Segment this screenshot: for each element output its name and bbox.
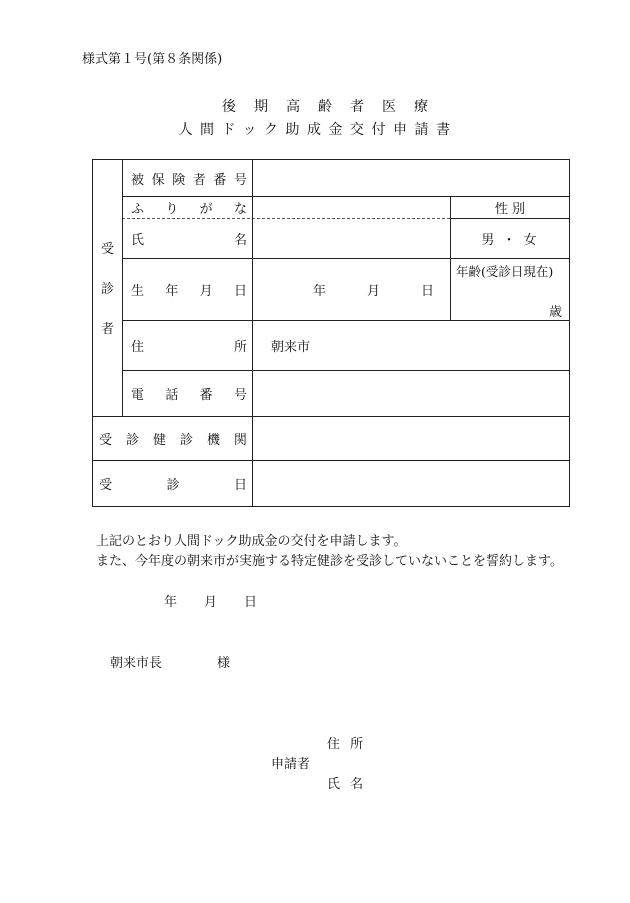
birth-date-field[interactable]	[253, 259, 450, 320]
clinic-field[interactable]	[253, 417, 569, 460]
phone-label: 電 話 番 号	[131, 388, 247, 403]
name-label: 氏 名	[131, 233, 247, 248]
birth-date-label: 生 年 月 日	[131, 284, 247, 299]
form-title-line2: 人間ドック助成金交付申請書	[178, 122, 458, 138]
birth-day-unit: 日	[421, 284, 435, 299]
age-unit: 歳	[549, 305, 563, 320]
exam-date-label: 受 診 日	[99, 478, 247, 493]
gender-header: 性 別	[494, 202, 526, 217]
applicant-address-label: 住 所	[327, 737, 367, 752]
name-field[interactable]	[253, 219, 450, 258]
recipient-group-char-1: 受	[100, 241, 114, 257]
statement-line-2: また、今年度の朝来市が実施する特定健診を受診していないことを誓約します。	[96, 554, 563, 569]
application-month-unit: 月	[204, 595, 218, 610]
insured-number-label: 被 保 険 者 番 号	[131, 172, 247, 188]
furigana-label: ふ り が な	[131, 202, 247, 217]
clinic-label: 受 診 健 診 機 関	[99, 433, 247, 448]
insured-number-field[interactable]	[253, 160, 569, 196]
application-day-unit: 日	[244, 595, 258, 610]
age-header: 年齢(受診日現在)	[456, 264, 554, 279]
recipient-group-char-3: 者	[100, 321, 114, 337]
gender-options[interactable]: 男 ・ 女	[481, 233, 539, 248]
applicant-name-label: 氏 名	[327, 777, 367, 792]
birth-month-unit: 月	[367, 284, 381, 299]
form-number: 様式第１号(第８条関係)	[82, 52, 223, 67]
address-field[interactable]: 朝来市	[271, 340, 311, 355]
birth-year-unit: 年	[313, 284, 327, 299]
honorific: 様	[217, 656, 231, 671]
application-year-unit: 年	[164, 595, 178, 610]
address-label: 住 所	[131, 340, 247, 355]
form-title-line1: 後期高齢者医療	[222, 99, 446, 115]
applicant-label: 申請者	[271, 757, 311, 772]
furigana-field[interactable]	[253, 197, 450, 218]
statement-line-1: 上記のとおり人間ドック助成金の交付を申請します。	[96, 534, 407, 549]
phone-field[interactable]	[253, 371, 569, 416]
addressee: 朝来市長	[110, 656, 163, 671]
recipient-group-char-2: 診	[100, 281, 114, 297]
exam-date-field[interactable]	[253, 461, 569, 506]
